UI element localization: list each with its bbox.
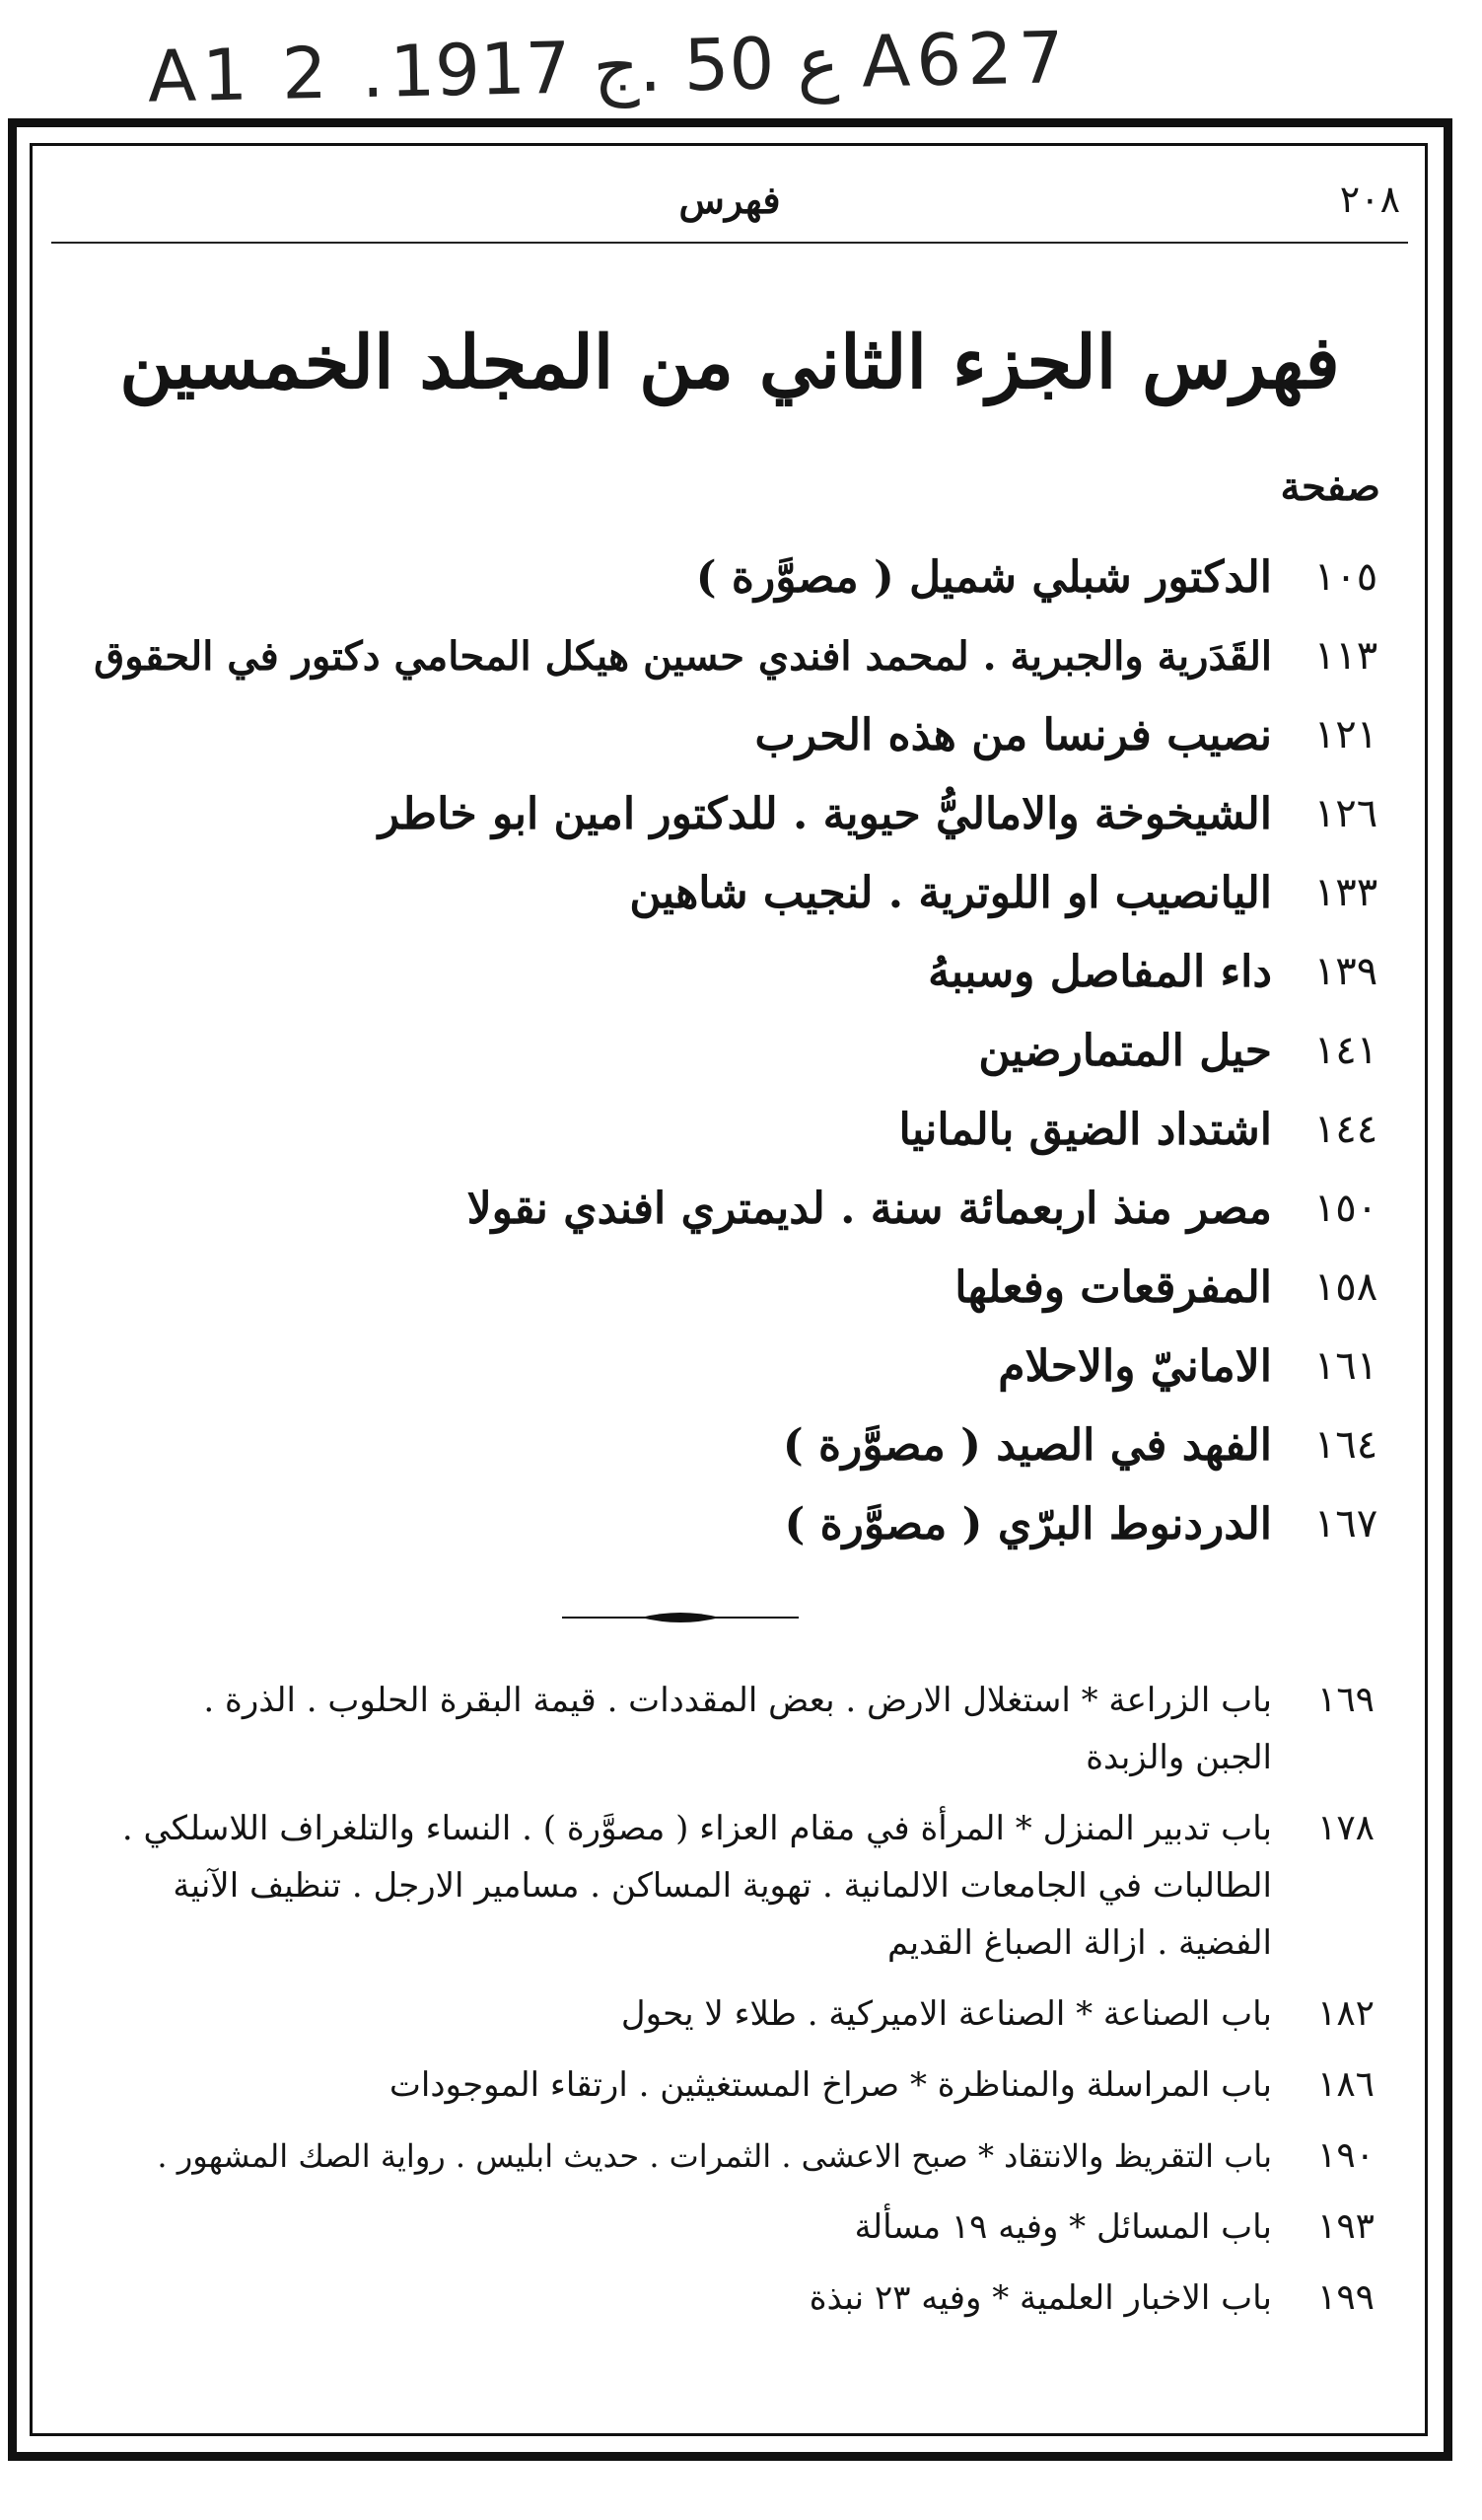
toc-entry-title: مصر منذ اربعمائة سنة . لديمتري افندي نقولا — [466, 1183, 1272, 1234]
section-entry-line: الفضية . ازالة الصباغ القديم — [886, 1923, 1272, 1963]
toc-entry-page: ١٢٦ — [1313, 791, 1378, 836]
toc-entry-title: الدكتور شبلي شميل ( مصوَّرة ) — [695, 551, 1272, 603]
toc-entry-title: المفرقعات وفعلها — [954, 1261, 1272, 1313]
toc-entry-page: ١١٣ — [1313, 633, 1378, 679]
toc-entry — [39, 1405, 1420, 1484]
handwritten-call-number: A1 2 .ع 50 .ج 1917 A627 — [146, 16, 1071, 118]
toc-entry-page: ١٦٧ — [1313, 1501, 1378, 1547]
toc-entry-title: اشتداد الضيق بالمانيا — [898, 1104, 1272, 1155]
toc-entry-title: الشيخوخة والاماليُّ حيوية . للدكتور امين ابو خاطر — [378, 788, 1272, 839]
toc-entry-page: ١٢١ — [1313, 712, 1378, 757]
toc-entry-page: ١٤٤ — [1313, 1107, 1378, 1152]
toc-entry-page: ١٤١ — [1313, 1028, 1378, 1073]
running-title: فهرس — [678, 178, 781, 222]
running-head — [39, 178, 1420, 237]
page-number: ٢٠٨ — [1339, 178, 1400, 221]
toc-entry-title: الدردنوط البرّي ( مصوَّرة ) — [784, 1498, 1272, 1549]
toc-entry — [39, 1011, 1420, 1090]
section-entry-page: ١٨٦ — [1316, 2064, 1375, 2105]
toc-entry-title: القَدَرية والجبرية . لمحمد افندي حسين هيكل المحامي دكتور في الحقوق — [94, 632, 1272, 680]
toc-entry — [39, 853, 1420, 932]
toc-entry-page: ١٦٤ — [1313, 1422, 1378, 1468]
index-page — [39, 148, 1420, 2426]
section-entry — [49, 2127, 1420, 2185]
toc-entry-page: ١٥٠ — [1313, 1186, 1378, 1231]
toc-entry-title: الامانيّ والاحلام — [998, 1340, 1272, 1392]
section-entry-text — [122, 1800, 1272, 1972]
section-entry-line: باب المسائل * وفيه ١٩ مسألة — [854, 2207, 1272, 2247]
section-entry — [49, 1800, 1420, 1972]
header-rule — [51, 242, 1408, 244]
section-entry-line: باب الصناعة * الصناعة الاميركية . طلاء لا يحول — [620, 1994, 1272, 2034]
page-title: فهرس الجزء الثاني من المجلد الخمسين — [119, 321, 1340, 405]
section-entry-text — [157, 2127, 1272, 2185]
section-entry-page: ١٩٠ — [1316, 2135, 1375, 2176]
toc-entry — [39, 932, 1420, 1011]
toc-entry-title: داء المفاصل وسببهُ — [928, 946, 1272, 997]
section-entry-page: ١٦٩ — [1316, 1680, 1375, 1720]
toc-entry — [39, 1484, 1420, 1563]
toc-entry — [39, 538, 1420, 616]
toc-entry — [39, 1169, 1420, 1248]
section-entry-page: ١٩٣ — [1316, 2206, 1375, 2247]
section-entry-page: ١٨٢ — [1316, 1993, 1375, 2034]
toc-entry-title: اليانصيب او اللوترية . لنجيب شاهين — [629, 867, 1272, 918]
section-entry-line: باب المراسلة والمناظرة * صراخ المستغيثين . ارتقاء الموجودات — [388, 2065, 1272, 2105]
section-list — [49, 1672, 1420, 2340]
toc-entry-title: نصيب فرنسا من هذه الحرب — [754, 709, 1272, 760]
section-entry-line: باب الزراعة * استغلال الارض . بعض المقددات . قيمة البقرة الحلوب . الذرة . — [203, 1681, 1272, 1720]
section-entry-text — [389, 2056, 1272, 2114]
toc-entry-page: ١٥٨ — [1313, 1264, 1378, 1310]
toc-entry — [39, 695, 1420, 774]
section-entry-line: الطالبات في الجامعات الالمانية . تهوية المساكن . مسامير الارجل . تنظيف الآنية — [173, 1866, 1272, 1906]
section-entry-line: الجبن والزبدة — [1086, 1738, 1272, 1777]
section-entry-line: باب تدبير المنزل * المرأة في مقام العزاء ( مصوَّرة ) . النساء والتلغراف اللاسلكي . — [121, 1809, 1272, 1848]
section-entry — [49, 2269, 1420, 2327]
section-entry-text — [855, 2198, 1272, 2256]
article-list — [39, 538, 1420, 1563]
section-entry-page: ١٩٩ — [1316, 2277, 1375, 2318]
toc-entry — [39, 1327, 1420, 1405]
toc-entry-page: ١٠٥ — [1313, 554, 1378, 600]
section-entry-text — [203, 1672, 1272, 1786]
section-entry-line: باب التقريظ والانتقاد * صبح الاعشى . الثمرات . حديث ابليس . رواية الصك المشهور . — [157, 2137, 1272, 2175]
section-entry — [49, 1985, 1420, 2043]
section-entry — [49, 1672, 1420, 1786]
toc-entry-page: ١٣٩ — [1313, 949, 1378, 994]
section-entry — [49, 2198, 1420, 2256]
toc-entry — [39, 774, 1420, 853]
section-entry-text — [810, 2269, 1272, 2327]
ornamental-divider — [562, 1608, 799, 1627]
toc-entry-title: حيل المتمارضين — [978, 1025, 1272, 1076]
section-entry — [49, 2056, 1420, 2114]
toc-entry — [39, 1090, 1420, 1169]
toc-entry — [39, 1248, 1420, 1327]
toc-entry-title: الفهد في الصيد ( مصوَّرة ) — [782, 1419, 1272, 1471]
section-entry-text — [621, 1985, 1272, 2043]
section-entry-page: ١٧٨ — [1316, 1808, 1375, 1848]
toc-entry-page: ١٦١ — [1313, 1343, 1378, 1389]
toc-entry — [39, 616, 1420, 695]
page-column-label: صفحة — [1280, 464, 1380, 510]
toc-entry-page: ١٣٣ — [1313, 870, 1378, 915]
section-entry-line: باب الاخبار العلمية * وفيه ٢٣ نبذة — [809, 2278, 1272, 2318]
